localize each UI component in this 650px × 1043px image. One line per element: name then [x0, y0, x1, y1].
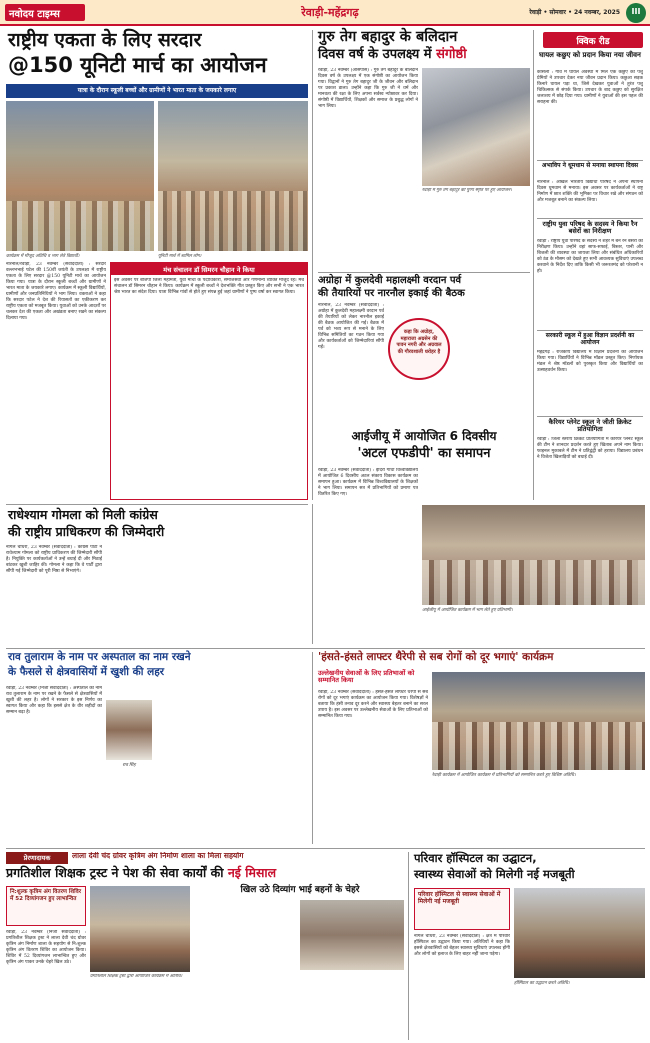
- story1-caption-1: कार्यक्रम में मौजूद अतिथि व भाग लेते विद्यार्थी।: [6, 254, 80, 259]
- story8-kicker: प्रेरणादायक: [6, 852, 68, 864]
- story3-quote: [388, 318, 450, 380]
- story3-body: नारनौल, 23 नवम्बर (संवाददाता) : अग्रोहा में कुलदेवी महालक्ष्मी वरदान पर्व की तैयारियों को लेकर नारनौल इकाई की बैठक आयोजित की गई। बैठक में पर्व को भव्य रूप से मनाने के लिए विभिन्न समितियों का गठन किया गया और कार्यकर्ताओं को जिम्मेदारियां सौंपी गईं।: [318, 303, 384, 350]
- story1-headline-2: @150 यूनिटी मार्च का आयोजन: [8, 53, 267, 77]
- story1-box-title-bar: [111, 263, 307, 275]
- story2-headline-2-prefix: दिवस वर्ष के उपलक्ष्य में: [318, 47, 437, 62]
- sidebar-item2-title: अभाविप ने धूमधाम से मनाया स्थापना दिवस: [541, 162, 639, 169]
- story7-photo: [432, 672, 645, 770]
- story6-photo: [106, 700, 152, 760]
- story1-subhead-bar: [6, 84, 308, 98]
- sidebar-item5-body: रेवाड़ी : जिला स्तरीय क्रिकेट प्रतियोगिता में कैरियर प्लेनेट स्कूल की टीम ने शानदार प्रदर्शन करते हुए खिताब अपने नाम किया। फाइनल मुकाबले में टीम ने प्रतिद्वंद्वी को हराया। विद्यालय प्रबंधन ने विजेता खिलाड़ियों को बधाई दी।: [537, 437, 643, 460]
- story6-headline-2: के फैसले से क्षेत्रवासियों में खुशी की लहर: [8, 666, 165, 678]
- story8-body-4: [300, 974, 404, 1040]
- story7-body-2: [432, 781, 645, 844]
- story9-photo: [514, 888, 645, 978]
- masthead-logo: [5, 4, 85, 21]
- story8-photo-2: [300, 900, 404, 970]
- story7-subhead: उल्लेखनीय सेवाओं के लिए प्रतिभाओं को सम्मानित किया: [318, 669, 415, 685]
- story1-body: नारनौल/रेवाड़ी, 23 नवम्बर (संवाददाता) : सरदार वल्लभभाई पटेल की 150वीं जयंती के उपलक्ष्य में राष्ट्रीय एकता के लिए सरदार @150 यूनिटी मार्च का आयोजन किया गया। यात्रा के दौरान स्कूली बच्चों और ग्रामीणों ने भारत माता के जयकारे लगाए। कार्यक्रम में स्कूली विद्यार्थियों, ग्रामीणों और जनप्रतिनिधियों ने भाग लिया। वक्ताओं ने कहा कि सरदार पटेल ने देश की रियासतों का एकीकरण कर राष्ट्रीय एकता को मजबूत किया। युवाओं को उनके आदर्शों पर चलकर देश की एकता और अखंडता बनाए रखने का संकल्प दिलाया गया।: [6, 262, 106, 321]
- story8-headline-highlight: नई मिसाल: [227, 865, 277, 880]
- logo-text: नवोदय टाइम्स: [9, 9, 60, 20]
- story2-caption: रेवाड़ी में गुरु तेग बहादुर की पुण्य स्मृति पर हुए आयोजन।: [422, 188, 512, 193]
- story1-box-title: मंच संचालन डॉ सिमरन चौहान ने किया: [163, 266, 255, 274]
- sidebar-item4-body: महेंद्रगढ़ : राजकीय विद्यालय में विज्ञान प्रदर्शनी का आयोजन किया गया। विद्यार्थियों ने विभिन्न मॉडल प्रस्तुत किए। निर्णायक मंडल ने श्रेष्ठ मॉडलों को पुरस्कृत किया और विद्यार्थियों का उत्साहवर्धन किया।: [537, 350, 643, 373]
- story2-photo: [422, 68, 530, 186]
- sidebar-item2-body: नारनौल : अखिल भारतीय विद्यार्थी परिषद ने अपना स्थापना दिवस धूमधाम से मनाया। इस अवसर पर कार्यकर्ताओं ने राष्ट्र निर्माण में छात्र शक्ति की भूमिका पर विचार रखे और संगठन को और मजबूत बनाने का संकल्प लिया।: [537, 180, 643, 203]
- story9-caption: हॉस्पिटल का उद्घाटन करते अतिथि।: [514, 981, 570, 986]
- story6-body-2: [156, 686, 308, 844]
- story5-body: रेवाड़ी, 23 नवम्बर (संवाददाता) : इंदिरा गांधी विश्वविद्यालय में आयोजित 6 दिवसीय अटल संकाय विकास कार्यक्रम का समापन हुआ। कार्यक्रम में विभिन्न विश्वविद्यालयों के शिक्षकों ने भाग लिया। समापन सत्र में प्रतिभागियों को प्रमाण पत्र वितरित किए गए।: [318, 468, 418, 497]
- story8-inner-headline: खिल उठे दिव्यांग भाई बहनों के चेहरे: [240, 885, 360, 895]
- story9-box: [414, 888, 510, 930]
- story6-headline-1: राव तुलाराम के नाम पर अस्पताल का नाम रखने: [8, 651, 191, 663]
- story3-body-2: [454, 303, 530, 423]
- edition-name: रेवाड़ी-महेंद्रगढ़: [301, 6, 359, 19]
- story4-headline-1: राधेश्याम गोमला को मिली कांग्रेस: [8, 507, 158, 522]
- story1-box-body: इस अवसर पर बीजेपी जिला महामंत्री, युवा मोर्चा के पदाधिकारी, समाजसेवी और गणमान्य व्यक्ति मौजूद रहे। मंच संचालन डॉ सिमरन चौहान ने किया। कार्यक्रम में स्कूली बच्चों ने देशभक्ति गीत प्रस्तुत किए और सभी ने एक भारत श्रेष्ठ भारत का संदेश दिया। यात्रा विभिन्न गांवों से होते हुए संपन्न हुई जहां ग्रामीणों ने पुष्प वर्षा कर स्वागत किया।: [114, 278, 304, 295]
- story1-subhead: यात्रा के दौरान स्कूली बच्चों और ग्रामीणों ने भारत माता के जयकारे लगाए: [77, 87, 237, 94]
- story8-box: [6, 886, 86, 926]
- story6-body: रेवाड़ी, 23 नवम्बर (निजी संवाददाता) : अस्पताल का नाम राव तुलाराम के नाम पर रखने के फैसले से क्षेत्रवासियों में खुशी की लहर है। लोगों ने सरकार के इस निर्णय का स्वागत किया और कहा कि इससे क्षेत्र के वीर शहीदों का सम्मान बढ़ा है।: [6, 686, 102, 715]
- story9-headline-1: परिवार हॉस्पिटल का उद्घाटन,: [414, 851, 537, 865]
- story6-photo-caption: राव सिंह: [122, 763, 136, 768]
- story8-headline: [6, 866, 406, 880]
- story2-headline-2: [318, 48, 528, 62]
- story2-body: रेवाड़ी, 23 नवम्बर (आसपास) : गुरु तेग बहादुर के बलिदान दिवस वर्ष के उपलक्ष्य में एक संगोष्ठी का आयोजन किया गया। विद्वानों ने गुरु तेग बहादुर जी के जीवन और बलिदान पर प्रकाश डाला। उन्होंने कहा कि गुरु जी ने धर्म और मानवता की रक्षा के लिए अपना सर्वस्व न्योछावर कर दिया। संगोष्ठी में विद्यार्थियों, शिक्षकों और समाज के प्रबुद्ध लोगों ने भाग लिया।: [318, 68, 418, 109]
- story3-quote-text: कहा कि अग्रोहा, महाराजा अग्रसेन की पावन नगरी और अग्रवाल की गौरवशाली धरोहर है: [396, 329, 442, 355]
- sidebar-item5-title: कैरियर प्लेनेट स्कूल ने जीती क्रिकेट प्रतियोगिता: [548, 418, 632, 434]
- story9-box-title: परिवार हॉस्पिटल से स्वास्थ्य सेवाओं में मिलेगी नई मजबूती: [418, 891, 501, 906]
- story8-caption: प्रगतिशील शिक्षक ट्रस्ट द्वारा आयोजित कार्यक्रम में अतिथि।: [90, 974, 183, 979]
- story8-body-3: [196, 900, 296, 1040]
- story3-headline-2: की तैयारियों पर नारनौल इकाई की बैठक: [318, 288, 465, 299]
- story2-headline-2-highlight: संगोष्ठी: [436, 47, 467, 62]
- story1-headline-1: राष्ट्रीय एकता के लिए सरदार: [8, 29, 202, 51]
- quick-read-label-bar: [543, 32, 643, 48]
- sidebar-item4-title: सरकारी स्कूल में हुआ विज्ञान प्रदर्शनी का आयोजन: [545, 332, 635, 346]
- story9-headline-2: स्वास्थ्य सेवाओं को मिलेगी नई मजबूती: [414, 867, 575, 881]
- story9-body-2: [514, 990, 645, 1040]
- story8-body: रेवाड़ी, 23 नवम्बर (निजी संवाददाता) : प्रगतिशील शिक्षक ट्रस्ट ने लाला देवी चंद ग्रोवर कृत्रिम अंग निर्माण शाला के सहयोग से नि:शुल्क कृत्रिम अंग वितरण शिविर का आयोजन किया। शिविर में 52 दिव्यांगजन लाभान्वित हुए और कृत्रिम अंग पाकर उनके चेहरे खिल उठे।: [6, 930, 86, 965]
- story7-headline: 'हंसते-हंसते लाफ्टर थैरेपी से सब रोगों को दूर भगाएं' कार्यक्रम: [318, 651, 554, 663]
- story2-headline-1: गुरु तेग बहादुर के बलिदान: [318, 29, 458, 45]
- story5-photo: [422, 505, 645, 605]
- story8-photo: [90, 886, 190, 972]
- sidebar-item3-body: रेवाड़ी : राष्ट्रीय युवा परिषद के सदस्य ने शहर में बने रैन बसेरों का निरीक्षण किया। उन्होंने वहां साफ-सफाई, बिस्तर, पानी और बिजली की व्यवस्था का जायजा लिया और संबंधित अधिकारियों को ठंड के मौसम को देखते हुए सभी आवश्यक सुविधाएं उपलब्ध करवाने के निर्देश दिए ताकि किसी भी जरूरतमंद को परेशानी न हो।: [537, 239, 643, 274]
- story4-body: नांगल चौधरी, 23 नवम्बर (संवाददाता) : कांग्रेस पार्टी ने राधेश्याम गोमला को राष्ट्रीय प्राधिकरण की जिम्मेदारी सौंपी है। नियुक्ति पर कार्यकर्ताओं ने उन्हें बधाई दी और मिठाई बांटकर खुशी जाहिर की। गोमला ने कहा कि वे पार्टी द्वारा सौंपी गई जिम्मेदारी को पूरी निष्ठा से निभाएंगे।: [6, 545, 102, 574]
- story3-headline-1: अग्रोहा में कुलदेवी महालक्ष्मी वरदान पर्व: [318, 275, 462, 286]
- quick-read-label: क्विक रीड: [576, 37, 610, 47]
- story8-headline-prefix: प्रगतिशील शिक्षक ट्रस्ट ने पेश की सेवा कार्यों की: [6, 865, 228, 880]
- story1-box: [110, 262, 308, 500]
- story5-caption: आईजीयू में आयोजित कार्यक्रम में भाग लेते हुए प्रतिभागी।: [422, 608, 513, 613]
- story8-subhead: लाला देवी चंद ग्रोवर कृत्रिम अंग निर्माण शाला का मिला सहयोग: [72, 852, 244, 860]
- page-number-badge: [626, 3, 646, 23]
- story7-body: रेवाड़ी, 23 नवम्बर (संवाददाता) : हंसते-हंसते लाफ्टर थैरेपी से सब रोगों को दूर भगाएं कार्यक्रम का आयोजन किया गया। विशेषज्ञों ने बताया कि हंसी तनाव दूर करने और स्वास्थ्य बेहतर बनाने का सरल उपाय है। इस अवसर पर उल्लेखनीय सेवाओं के लिए प्रतिभाओं को सम्मानित किया गया।: [318, 690, 428, 719]
- story5-headline-2: 'अटल एफडीपी' का समापन: [357, 446, 491, 461]
- story4-body-3: [206, 545, 308, 645]
- story5-body-2: [422, 616, 645, 642]
- story7-caption: रेवाड़ी कार्यक्रम में आयोजित कार्यक्रम में प्रतिभागियों को सम्मानित करते हुए विशिष्ट अतिथि।: [432, 773, 576, 778]
- masthead: [0, 0, 650, 26]
- story2-body-2: [422, 200, 530, 268]
- story8-box-title: नि:शुल्क कृत्रिम अंग वितरण शिविर में 52 दिव्यांगजन हुए लाभान्वित: [10, 889, 81, 902]
- story4-headline-2: की राष्ट्रीय प्राधिकरण की जिम्मेदारी: [8, 524, 165, 539]
- story1-caption-2: यूनिटी मार्च में शामिल लोग।: [158, 254, 202, 259]
- page-number: III: [631, 7, 641, 16]
- story1-photo-1: [6, 101, 154, 251]
- story1-photo-2: [158, 101, 308, 251]
- dateline: रेवाड़ी • सोमवार • 24 नवम्बर, 2025: [529, 9, 620, 16]
- sidebar-item3-title: राष्ट्रीय युवा परिषद के सदस्य ने किया रैन बसेरों का निरीक्षण: [542, 220, 638, 236]
- story8-body-2: [90, 988, 190, 1040]
- story4-body-2: [106, 545, 202, 645]
- sidebar-quick-read: [535, 30, 645, 500]
- sidebar-item1-body: कोसली : गांव में घायल अवस्था में मिले एक कछुए को पशु प्रेमियों ने उपचार देकर नया जीवन प्रदान किया। कछुआ सड़क किनारे घायल पड़ा था, जिसे देखकर युवाओं ने तुरंत पशु चिकित्सक से संपर्क किया। उपचार के बाद कछुए को सुरक्षित जलाशय में छोड़ दिया गया। ग्रामीणों ने युवाओं की इस पहल की सराहना की।: [537, 70, 643, 105]
- story9-body: नांगल चौधरी, 23 नवम्बर (संवाददाता) : क्षेत्र में परिवार हॉस्पिटल का उद्घाटन किया गया। अतिथियों ने कहा कि इससे क्षेत्रवासियों को बेहतर स्वास्थ्य सुविधाएं उपलब्ध होंगी और लोगों को इलाज के लिए बाहर नहीं जाना पड़ेगा।: [414, 934, 510, 957]
- sidebar-item1-title: घायल कछुए को प्रदान किया नया जीवन: [539, 51, 641, 59]
- story5-headline-1: आईजीयू में आयोजित 6 दिवसीय: [351, 429, 497, 443]
